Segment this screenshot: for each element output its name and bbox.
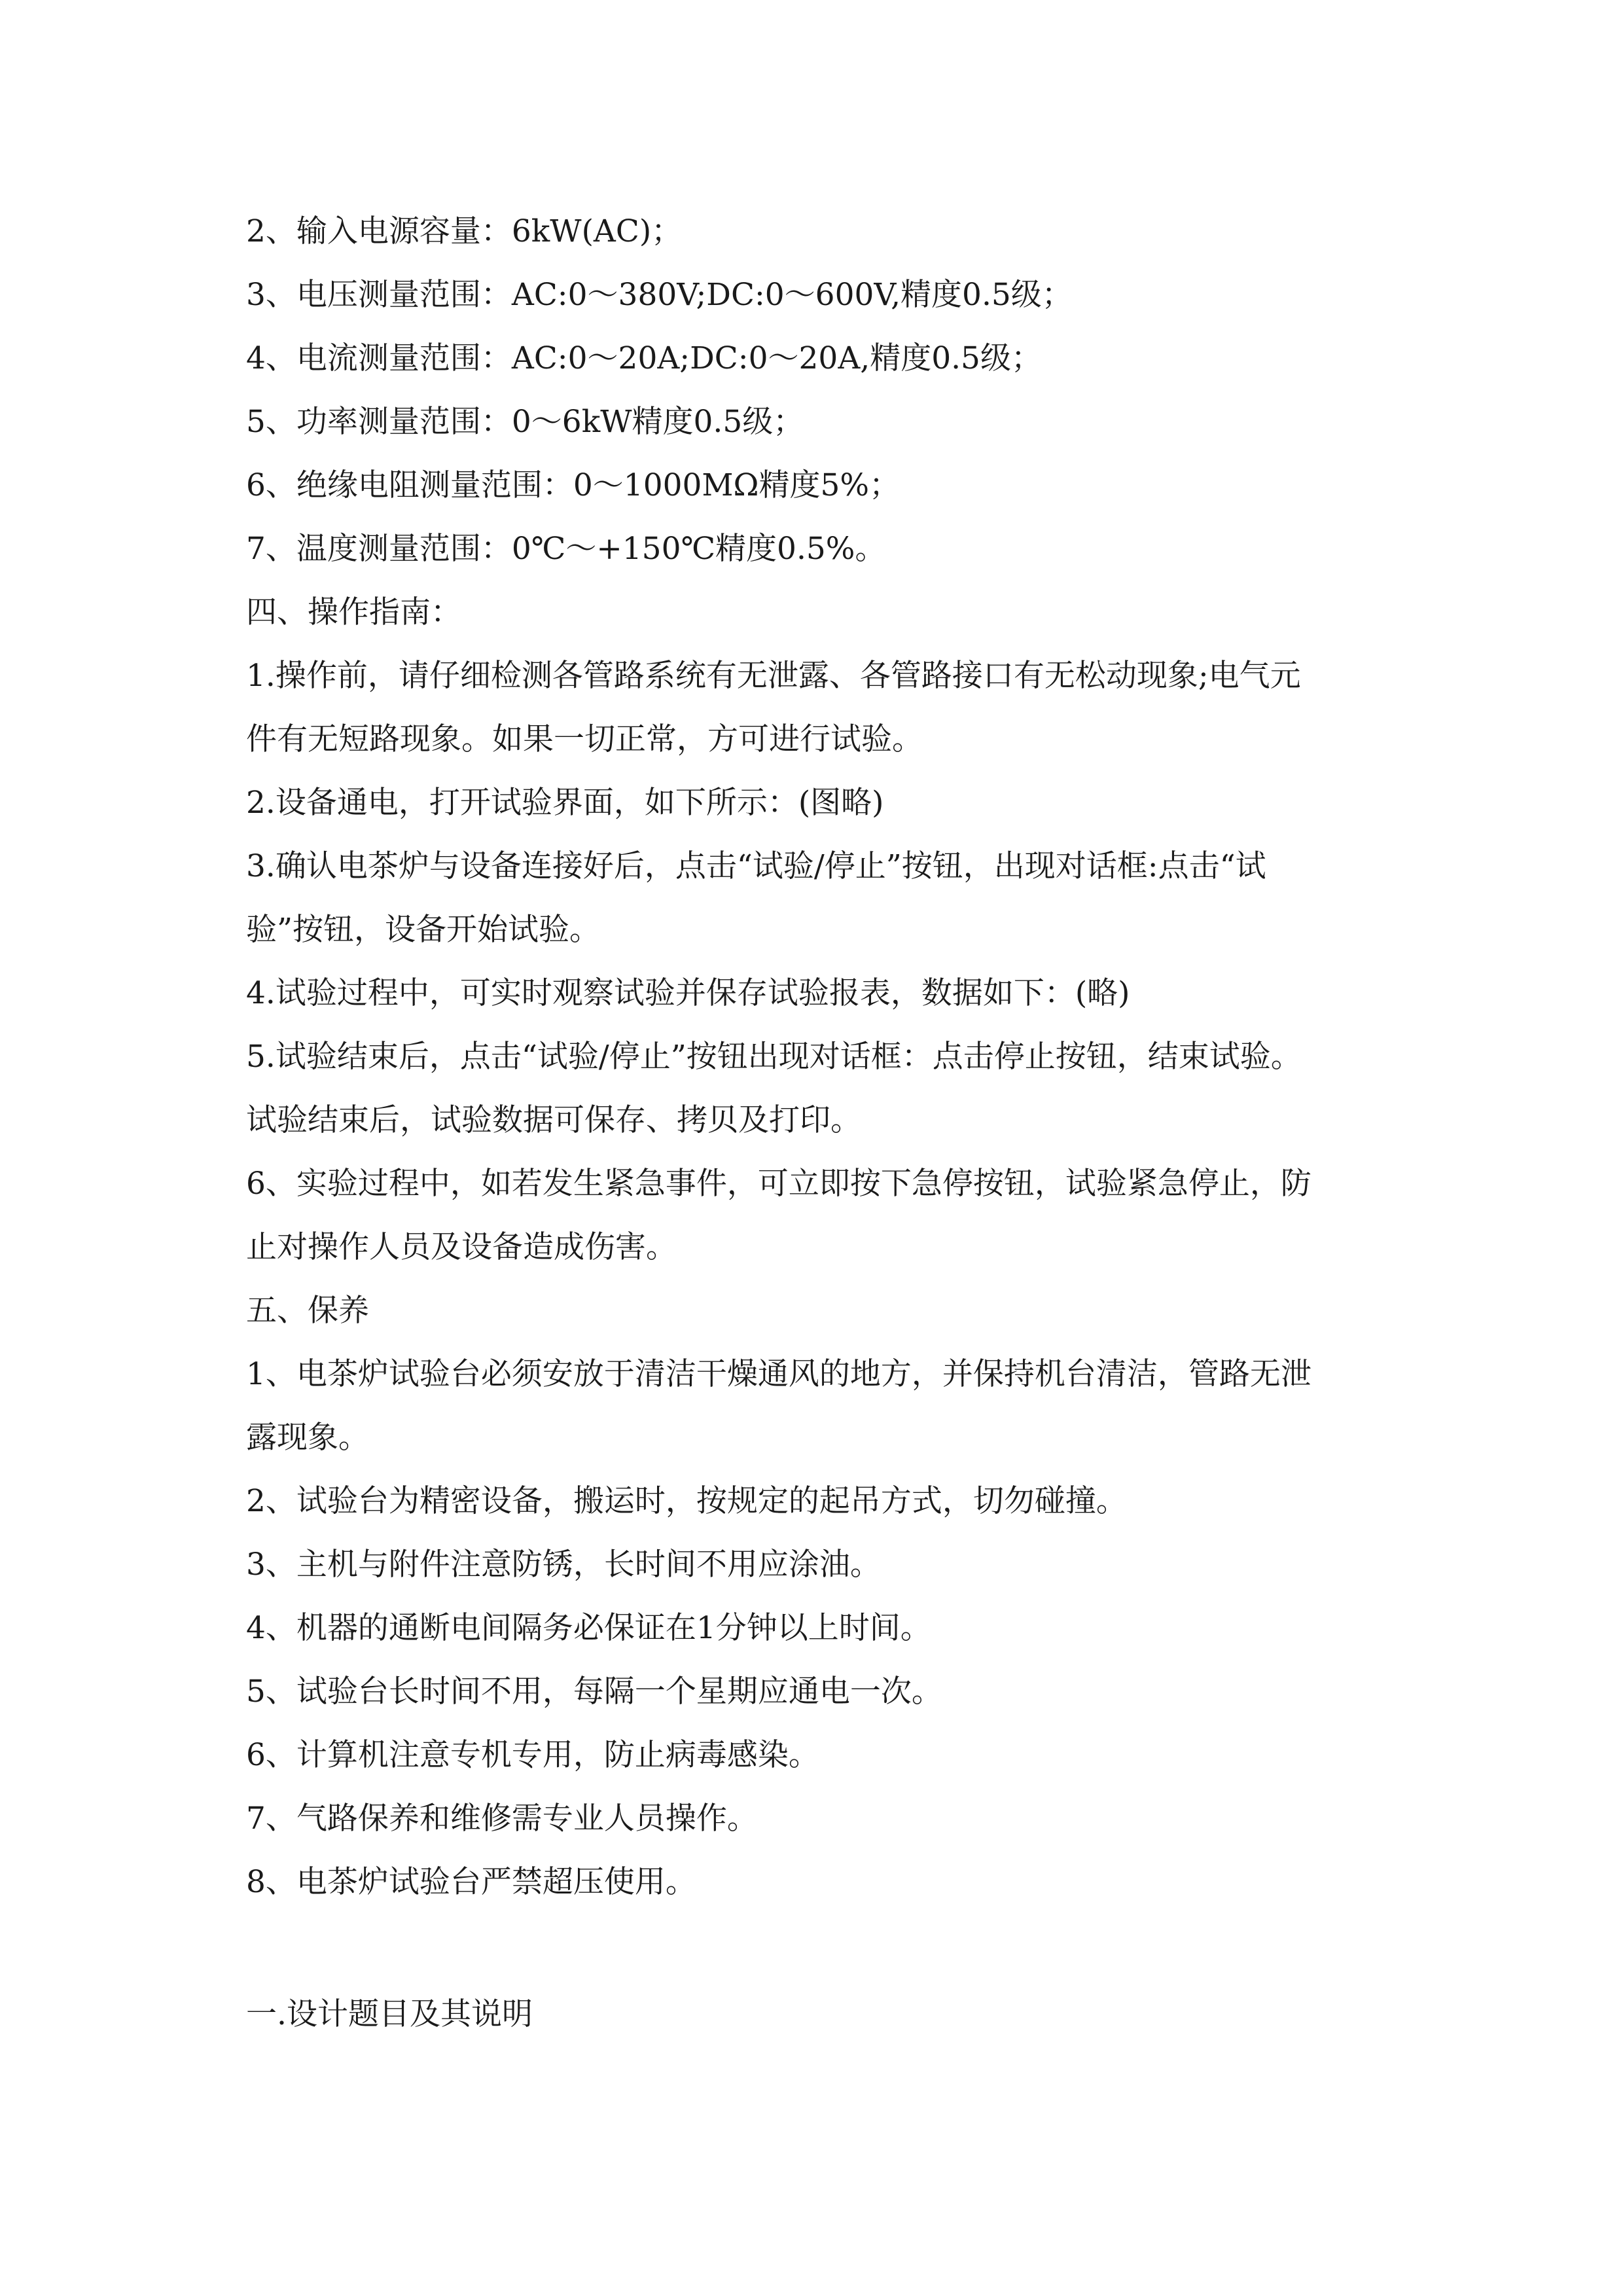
maintenance-line: 6、计算机注意专机专用，防止病毒感染。 bbox=[246, 1737, 819, 1773]
maintenance-line: 2、试验台为精密设备，搬运时，按规定的起吊方式，切勿碰撞。 bbox=[246, 1483, 1127, 1519]
maintenance-line: 5、试验台长时间不用，每隔一个星期应通电一次。 bbox=[246, 1674, 942, 1710]
section-spacer bbox=[246, 1914, 1418, 1982]
guide-line: 4.试验过程中，可实时观察试验并保存试验报表，数据如下：(略) bbox=[246, 975, 1130, 1011]
section-heading-maintenance: 五、保养 bbox=[246, 1293, 369, 1329]
maintenance-line: 露现象。 bbox=[246, 1420, 369, 1456]
spec-line: 3、电压测量范围：AC:0～380V;DC:0～600V,精度0.5级； bbox=[246, 277, 1073, 313]
spec-line: 7、温度测量范围：0℃～+150℃精度0.5%。 bbox=[246, 531, 886, 567]
spec-line: 6、绝缘电阻测量范围：0～1000MΩ精度5%； bbox=[246, 467, 901, 503]
spec-line: 5、功率测量范围：0～6kW精度0.5级； bbox=[246, 404, 804, 440]
section-heading-operation-guide: 四、操作指南： bbox=[246, 594, 461, 630]
guide-line: 止对操作人员及设备造成伤害。 bbox=[246, 1229, 677, 1265]
document-body bbox=[246, 200, 1418, 2046]
design-topic-heading: 一.设计题目及其说明 bbox=[246, 1996, 533, 2032]
guide-line: 件有无短路现象。如果一切正常，方可进行试验。 bbox=[246, 721, 923, 757]
maintenance-line: 7、气路保养和维修需专业人员操作。 bbox=[246, 1801, 758, 1837]
spec-line: 4、电流测量范围：AC:0～20A;DC:0～20A,精度0.5级； bbox=[246, 340, 1042, 376]
guide-line: 验”按钮，设备开始试验。 bbox=[246, 912, 601, 948]
maintenance-line: 4、机器的通断电间隔务必保证在1分钟以上时间。 bbox=[246, 1610, 931, 1646]
guide-line: 试验结束后，试验数据可保存、拷贝及打印。 bbox=[246, 1102, 861, 1138]
maintenance-line: 1、电茶炉试验台必须安放于清洁干燥通风的地方，并保持机台清洁，管路无泄 bbox=[246, 1356, 1311, 1392]
guide-line: 1.操作前，请仔细检测各管路系统有无泄露、各管路接口有无松动现象;电气元 bbox=[246, 658, 1301, 694]
guide-line: 5.试验结束后，点击“试验/停止”按钮出现对话框：点击停止按钮，结束试验。 bbox=[246, 1039, 1302, 1075]
maintenance-line: 3、主机与附件注意防锈，长时间不用应涂油。 bbox=[246, 1547, 881, 1583]
guide-line: 3.确认电茶炉与设备连接好后，点击“试验/停止”按钮，出现对话框:点击“试 bbox=[246, 848, 1266, 884]
guide-line: 2.设备通电，打开试验界面，如下所示：(图略) bbox=[246, 785, 884, 821]
maintenance-line: 8、电茶炉试验台严禁超压使用。 bbox=[246, 1864, 696, 1900]
guide-line: 6、实验过程中，如若发生紧急事件，可立即按下急停按钮，试验紧急停止，防 bbox=[246, 1166, 1311, 1202]
spec-line: 2、输入电源容量：6kW(AC)； bbox=[246, 213, 683, 249]
